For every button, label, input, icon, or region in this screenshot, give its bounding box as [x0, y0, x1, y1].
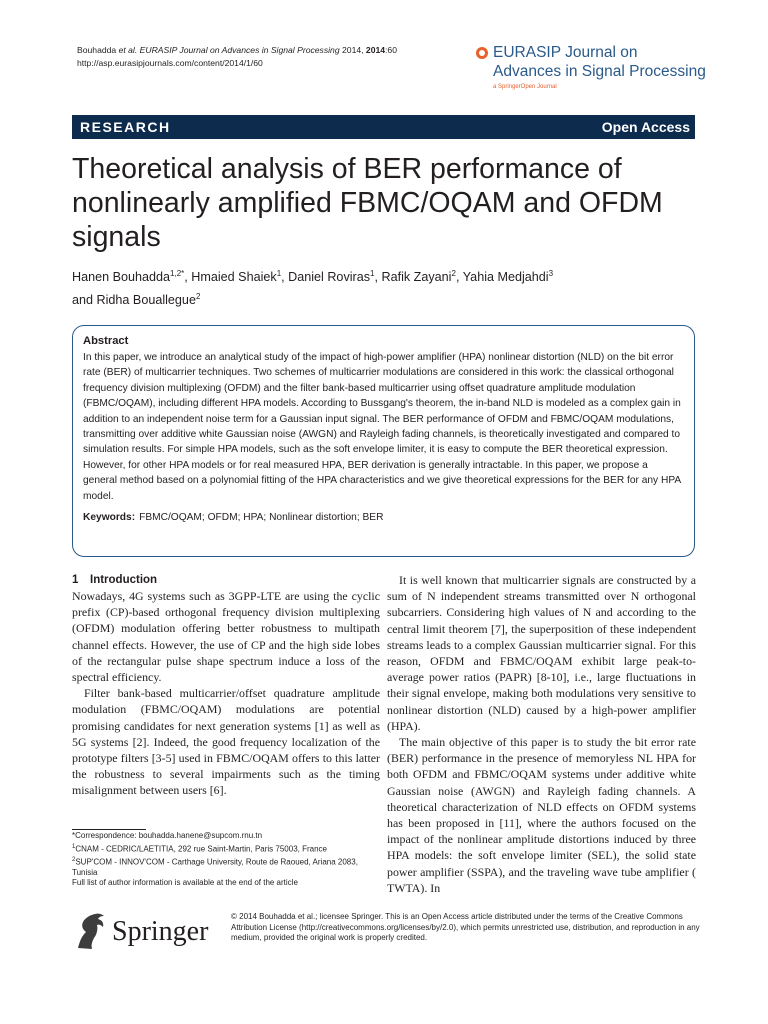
paragraph: Nowadays, 4G systems such as 3GPP-LTE are using the cyclic prefix (CP)-based orthogonal frequency division multiplexing (OFDM) modulation offering better robustness to multipath channel effects. However, the use of CP and the high side lobes of the rectangular pulse shape spectrum induce a loss of the spectral efficiency. [72, 589, 380, 685]
citation-etal: et al. [118, 45, 138, 55]
open-access-label: Open Access [601, 119, 690, 135]
correspondence-note: *Correspondence: bouhadda.hanene@supcom.rnu.tn [72, 831, 263, 840]
springer-logo [72, 908, 217, 954]
citation-header [77, 44, 457, 70]
paragraph: Filter bank-based multicarrier/offset quadrature amplitude modulation (FBMC/OQAM) modulations are potential promising candidates for next generation systems [1] as well as 5G systems [2]. Indeed, the good frequency localization of the prototype filters [3-5] used in FBMC/OQAM offers to this latter the robustness to several impairments such as the timing misalignment between users [6]. [72, 686, 380, 798]
author-list [72, 264, 702, 310]
keywords-label: Keywords: [83, 512, 136, 524]
author: Daniel Roviras$^1$, [288, 269, 382, 285]
affiliation-2: $^2$SUP'COM - INNOV'COM - Carthage University, Route de Raoued, Ariana 2083, Tunisia [72, 856, 358, 877]
citation-article: :60 [385, 45, 397, 55]
journal-name-line2: Advances in Signal Processing [493, 63, 706, 80]
author: Rafik Zayani$^2$, [381, 269, 463, 285]
journal-name-line1: EURASIP Journal on [493, 44, 638, 61]
citation-year: 2014, [342, 45, 364, 55]
springeropen-bullet-icon [476, 47, 488, 59]
abstract-heading: Abstract [83, 335, 129, 347]
paragraph: The main objective of this paper is to study the bit error rate (BER) performance in the presence of memoryless NL HPA for both OFDM and FBMC/OQAM systems under additive white Gaussian noise (AWGN) and Rayleigh fading channels. A theoretical characterization of NLD effects on OFDM systems has been proposed in [11], where the authors focused on the impact of the nonlinear amplitude distortions induced by three HPA models: the soft envelope limiter (SEL), the solid state power amplifier (SSPA), and the traveling wave tube amplifier ( TWTA). In [387, 735, 696, 895]
citation-line [77, 44, 457, 57]
springer-horse-icon [72, 910, 108, 952]
section-number: 1 [72, 574, 79, 586]
citation-journal: EURASIP Journal on Advances in Signal Processing [139, 45, 340, 55]
abstract-text: In this paper, we introduce an analytical study of the impact of high-power amplifier (HPA) nonlinear distortion (NLD) on the bit error rate (BER) of multicarrier techniques. Two schemes of multicarrier modulations are considered in this work: the classical orthogonal frequency division multiplexing (OFDM) and the filter bank-based multicarrier using offset quadrature amplitude modulation (FBMC/OQAM), including different HPA models. According to Bussgang's theorem, the in-band NLD is modeled as a complex gain in addition to an independent noise term for a Gaussian input signal. The BER performance of OFDM and FBMC/OQAM modulations, transmitting over additive white Gaussian noise (AWGN) and Rayleigh fading channels, is theoretically investigated and compared to simulation results. For simple HPA models, such as the soft envelope limiter, it is easy to compute the BER theoretical expression. However, for other HPA models or for real measured HPA, BER derivation is generally intractable. In this paper, we propose a general method based on a polynomial fitting of the HPA characteristics and we give theoretical expressions for the BER for any HPA model. [83, 352, 681, 502]
springeropen-tagline: a SpringerOpen Journal [493, 84, 557, 90]
article-type-banner [72, 115, 695, 139]
abstract-box [72, 325, 695, 557]
author: Hmaied Shaiek$^1$, [191, 269, 289, 285]
left-column [72, 572, 380, 799]
citation-volume: 2014 [365, 45, 386, 55]
footnote-rule [72, 829, 146, 830]
right-column [387, 572, 696, 896]
author: Hanen Bouhadda$^{1,2*}$, [72, 269, 192, 285]
keywords [83, 510, 684, 525]
article-url[interactable]: http://asp.eurasipjournals.com/content/2014/1/60 [77, 58, 263, 68]
full-list-note: Full list of author information is available at the end of the article [72, 878, 298, 888]
paragraph: It is well known that multicarrier signals are constructed by a sum of N independent streams transmitted over N orthogonal subcarriers. Considering high values of N and according to the central limit theorem [7], the superposition of these independent streams leads to a complex Gaussian multicarrier signal. For this reason, OFDM and FBMC/OQAM exhibit large peak-to-average power ratios (PAPR) [8-10], i.e., large fluctuations in their signal envelope, making both modulations very sensitive to nonlinear distortion (NLD) caused by a high-power amplifier (HPA). [387, 573, 696, 733]
author: Yahia Medjahdi$^3$ and [72, 269, 554, 308]
author: Ridha Bouallegue$^2$ [96, 292, 201, 308]
keywords-list: FBMC/OQAM; OFDM; HPA; Nonlinear distortion; BER [139, 512, 384, 524]
section-heading [72, 572, 380, 588]
citation-authors: Bouhadda [77, 45, 117, 55]
article-type: RESEARCH [80, 119, 171, 135]
footnotes [72, 831, 382, 889]
section-title: Introduction [90, 574, 158, 586]
affiliation-1: $^1$CNAM - CEDRIC/LAETITIA, 292 rue Saint-Martin, Paris 75003, France [72, 843, 327, 854]
paper-title: Theoretical analysis of BER performance of nonlinearly amplified FBMC/OQAM and OFDM signals [72, 153, 663, 253]
license-text: © 2014 Bouhadda et al.; licensee Springer. This is an Open Access article distributed under the terms of the Creative Commons Attribution License (http://creativecommons.org/licenses/by/2.0), which permits unrestricted use, distribution, and reproduction in any medium, provided the original work is properly credited. [231, 912, 700, 943]
springer-wordmark: Springer [112, 916, 209, 947]
